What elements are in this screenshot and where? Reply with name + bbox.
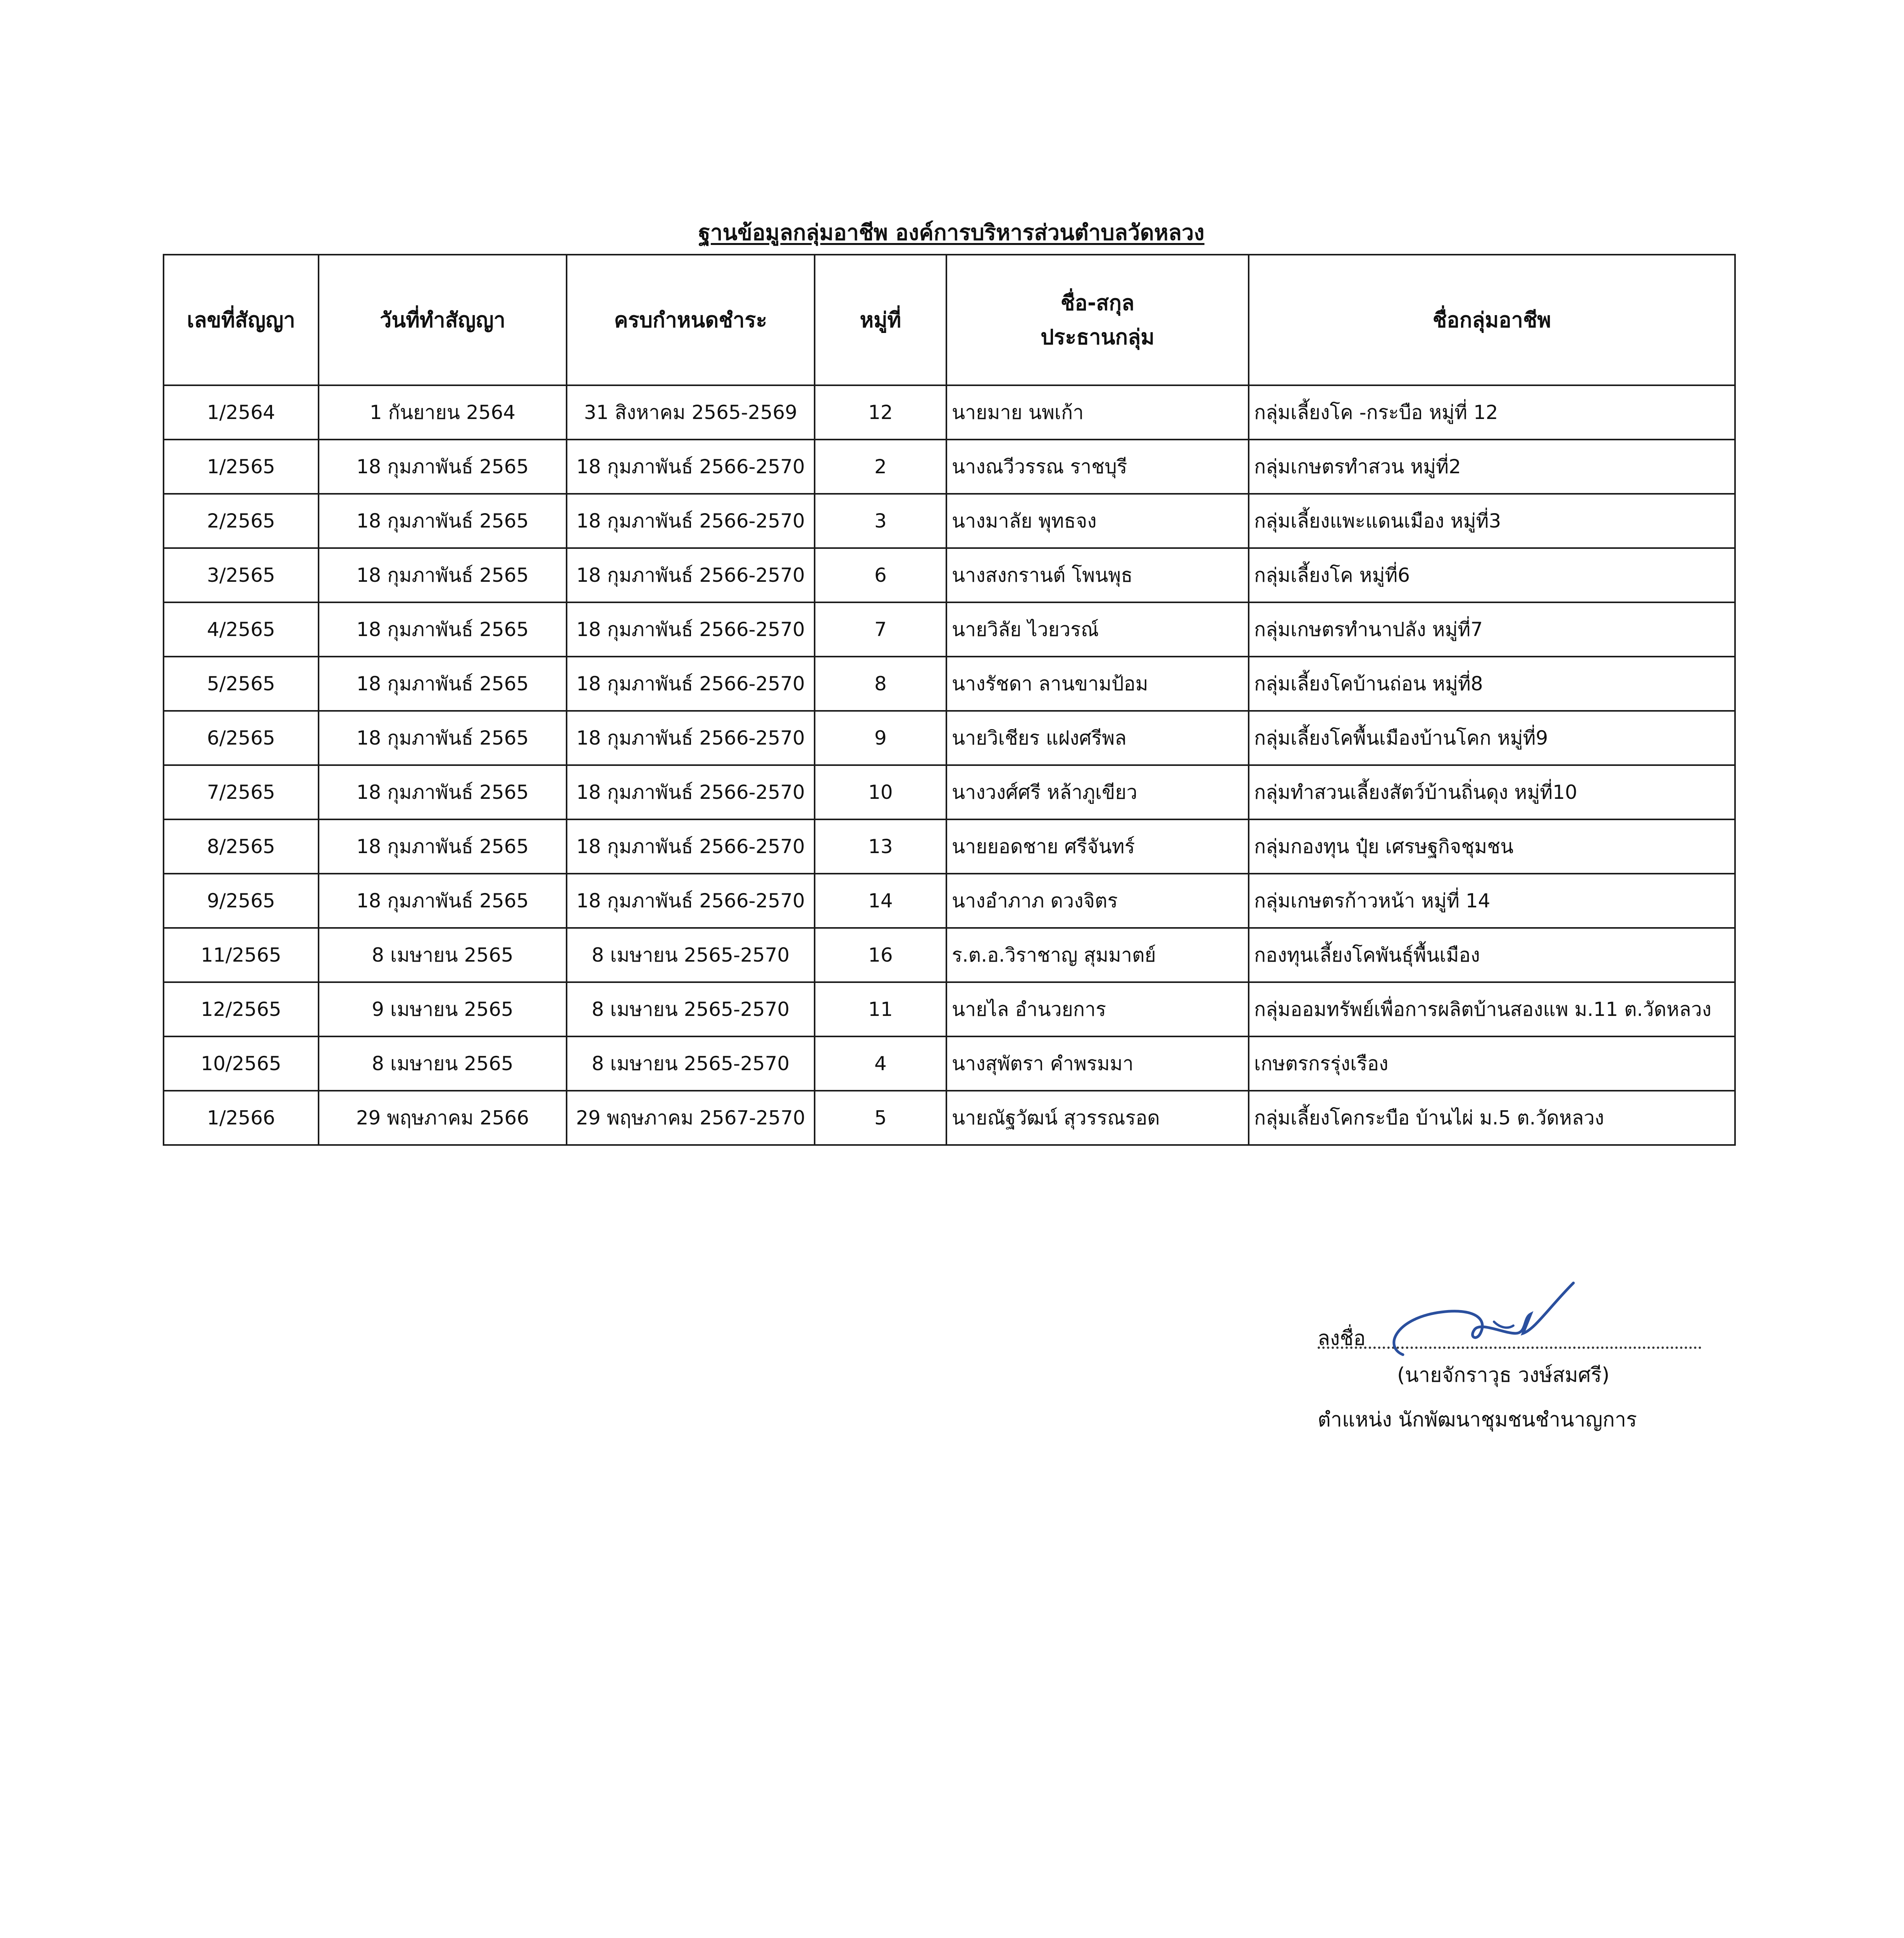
cell-chair-name: นายยอดชาย ศรีจันทร์ — [946, 819, 1249, 874]
cell-contract-date: 1 กันยายน 2564 — [319, 385, 567, 440]
cell-due-date: 18 กุมภาพันธ์ 2566-2570 — [567, 765, 815, 819]
table-row — [164, 440, 1735, 494]
cell-contract-no: 1/2564 — [164, 385, 319, 440]
cell-village: 4 — [815, 1036, 946, 1091]
cell-group-name: กลุ่มเลี้ยงแพะแดนเมือง หมู่ที่3 — [1249, 494, 1735, 548]
cell-chair-name: นายวิลัย ไวยวรณ์ — [946, 602, 1249, 657]
cell-chair-name: นางรัชดา ลานขามป้อม — [946, 657, 1249, 711]
table-row — [164, 494, 1735, 548]
table-row — [164, 385, 1735, 440]
cell-due-date: 18 กุมภาพันธ์ 2566-2570 — [567, 548, 815, 602]
table-row — [164, 1091, 1735, 1145]
cell-village: 16 — [815, 928, 946, 982]
cell-due-date: 29 พฤษภาคม 2567-2570 — [567, 1091, 815, 1145]
cell-chair-name: นางอำภาภ ดวงจิตร — [946, 874, 1249, 928]
cell-village: 12 — [815, 385, 946, 440]
cell-contract-date: 18 กุมภาพันธ์ 2565 — [319, 494, 567, 548]
header-due-date: ครบกำหนดชำระ — [567, 255, 815, 385]
cell-contract-date: 18 กุมภาพันธ์ 2565 — [319, 765, 567, 819]
cell-contract-date: 8 เมษายน 2565 — [319, 928, 567, 982]
cell-due-date: 18 กุมภาพันธ์ 2566-2570 — [567, 657, 815, 711]
cell-group-name: กลุ่มเกษตรก้าวหน้า หมู่ที่ 14 — [1249, 874, 1735, 928]
cell-contract-date: 18 กุมภาพันธ์ 2565 — [319, 440, 567, 494]
cell-chair-name: นางสุพัตรา คำพรมมา — [946, 1036, 1249, 1091]
cell-contract-date: 18 กุมภาพันธ์ 2565 — [319, 548, 567, 602]
cell-contract-no: 2/2565 — [164, 494, 319, 548]
cell-village: 13 — [815, 819, 946, 874]
cell-contract-no: 10/2565 — [164, 1036, 319, 1091]
table-row — [164, 819, 1735, 874]
cell-chair-name: นางณวีวรรณ ราชบุรี — [946, 440, 1249, 494]
header-village: หมู่ที่ — [815, 255, 946, 385]
cell-contract-no: 1/2565 — [164, 440, 319, 494]
cell-chair-name: นายไล อำนวยการ — [946, 982, 1249, 1036]
header-chair — [946, 255, 1249, 385]
cell-due-date: 8 เมษายน 2565-2570 — [567, 982, 815, 1036]
cell-contract-date: 18 กุมภาพันธ์ 2565 — [319, 819, 567, 874]
cell-village: 8 — [815, 657, 946, 711]
cell-contract-date: 9 เมษายน 2565 — [319, 982, 567, 1036]
cell-village: 11 — [815, 982, 946, 1036]
cell-chair-name: นางสงกรานต์ โพนพุธ — [946, 548, 1249, 602]
cell-contract-no: 7/2565 — [164, 765, 319, 819]
handwritten-signature — [1341, 1275, 1635, 1364]
cell-chair-name: ร.ต.อ.วิราชาญ สุมมาตย์ — [946, 928, 1249, 982]
cell-group-name: กลุ่มเลี้ยงโคพื้นเมืองบ้านโคก หมู่ที่9 — [1249, 711, 1735, 765]
cell-group-name: กลุ่มทำสวนเลี้ยงสัตว์บ้านถิ่นดุง หมู่ที่10 — [1249, 765, 1735, 819]
table-row — [164, 602, 1735, 657]
header-contract-date: วันที่ทำสัญญา — [319, 255, 567, 385]
cell-due-date: 18 กุมภาพันธ์ 2566-2570 — [567, 874, 815, 928]
cell-chair-name: นายมาย นพเก้า — [946, 385, 1249, 440]
cell-due-date: 18 กุมภาพันธ์ 2566-2570 — [567, 711, 815, 765]
table-body — [164, 385, 1735, 1145]
cell-village: 6 — [815, 548, 946, 602]
table-header-row — [164, 255, 1735, 385]
cell-village: 3 — [815, 494, 946, 548]
cell-contract-date: 18 กุมภาพันธ์ 2565 — [319, 874, 567, 928]
cell-village: 7 — [815, 602, 946, 657]
sign-label: ลงชื่อ — [1318, 1327, 1366, 1350]
cell-due-date: 18 กุมภาพันธ์ 2566-2570 — [567, 440, 815, 494]
cell-due-date: 18 กุมภาพันธ์ 2566-2570 — [567, 819, 815, 874]
cell-due-date: 31 สิงหาคม 2565-2569 — [567, 385, 815, 440]
table-row — [164, 1036, 1735, 1091]
cell-chair-name: นายวิเชียร แฝงศรีพล — [946, 711, 1249, 765]
cell-group-name: กลุ่มเลี้ยงโค -กระบือ หมู่ที่ 12 — [1249, 385, 1735, 440]
cell-due-date: 8 เมษายน 2565-2570 — [567, 1036, 815, 1091]
cell-chair-name: นายณัฐวัฒน์ สุวรรณรอด — [946, 1091, 1249, 1145]
header-group: ชื่อกลุ่มอาชีพ — [1249, 255, 1735, 385]
table-row — [164, 711, 1735, 765]
cell-chair-name: นางวงศ์ศรี หล้าภูเขียว — [946, 765, 1249, 819]
document-title: ฐานข้อมูลกลุ่มอาชีพ องค์การบริหารส่วนตำบลวัดหลวง — [698, 220, 1204, 245]
table-row — [164, 928, 1735, 982]
cell-contract-no: 5/2565 — [164, 657, 319, 711]
signer-name: (นายจักราวุธ วงษ์สมศรี) — [1397, 1364, 1610, 1387]
cell-due-date: 18 กุมภาพันธ์ 2566-2570 — [567, 494, 815, 548]
cell-village: 5 — [815, 1091, 946, 1145]
cell-village: 10 — [815, 765, 946, 819]
cell-group-name: เกษตรกรรุ่งเรือง — [1249, 1036, 1735, 1091]
table-row — [164, 982, 1735, 1036]
table-row — [164, 548, 1735, 602]
cell-contract-date: 18 กุมภาพันธ์ 2565 — [319, 657, 567, 711]
cell-contract-no: 4/2565 — [164, 602, 319, 657]
signer-position: ตำแหน่ง นักพัฒนาชุมชนชำนาญการ — [1318, 1408, 1637, 1431]
cell-due-date: 18 กุมภาพันธ์ 2566-2570 — [567, 602, 815, 657]
cell-contract-date: 18 กุมภาพันธ์ 2565 — [319, 711, 567, 765]
cell-contract-no: 3/2565 — [164, 548, 319, 602]
table-row — [164, 657, 1735, 711]
cell-group-name: กลุ่มกองทุน ปุ๋ย เศรษฐกิจชุมชน — [1249, 819, 1735, 874]
cell-contract-no: 8/2565 — [164, 819, 319, 874]
header-chair-line1: ชื่อ-สกุล — [1060, 290, 1135, 315]
cell-contract-no: 1/2566 — [164, 1091, 319, 1145]
cell-contract-no: 12/2565 — [164, 982, 319, 1036]
cell-group-name: กลุ่มออมทรัพย์เพื่อการผลิตบ้านสองแพ ม.11 ต.วัดหลวง — [1249, 982, 1735, 1036]
cell-group-name: กลุ่มเลี้ยงโคบ้านถ่อน หมู่ที่8 — [1249, 657, 1735, 711]
cell-village: 2 — [815, 440, 946, 494]
cell-contract-no: 9/2565 — [164, 874, 319, 928]
cell-group-name: กลุ่มเลี้ยงโคกระบือ บ้านไผ่ ม.5 ต.วัดหลวง — [1249, 1091, 1735, 1145]
table-row — [164, 874, 1735, 928]
cell-village: 9 — [815, 711, 946, 765]
cell-group-name: กลุ่มเลี้ยงโค หมู่ที่6 — [1249, 548, 1735, 602]
cell-village: 14 — [815, 874, 946, 928]
cell-due-date: 8 เมษายน 2565-2570 — [567, 928, 815, 982]
cell-group-name: กลุ่มเกษตรทำสวน หมู่ที่2 — [1249, 440, 1735, 494]
cell-contract-date: 18 กุมภาพันธ์ 2565 — [319, 602, 567, 657]
cell-contract-date: 29 พฤษภาคม 2566 — [319, 1091, 567, 1145]
header-chair-line2: ประธานกลุ่ม — [1041, 324, 1154, 349]
cell-contract-no: 6/2565 — [164, 711, 319, 765]
cell-contract-no: 11/2565 — [164, 928, 319, 982]
table-row — [164, 765, 1735, 819]
cell-group-name: กลุ่มเกษตรทำนาปลัง หมู่ที่7 — [1249, 602, 1735, 657]
header-contract-no: เลขที่สัญญา — [164, 255, 319, 385]
cell-group-name: กองทุนเลี้ยงโคพันธุ์พื้นเมือง — [1249, 928, 1735, 982]
occupation-group-table — [163, 254, 1736, 1146]
cell-chair-name: นางมาลัย พุทธจง — [946, 494, 1249, 548]
cell-contract-date: 8 เมษายน 2565 — [319, 1036, 567, 1091]
